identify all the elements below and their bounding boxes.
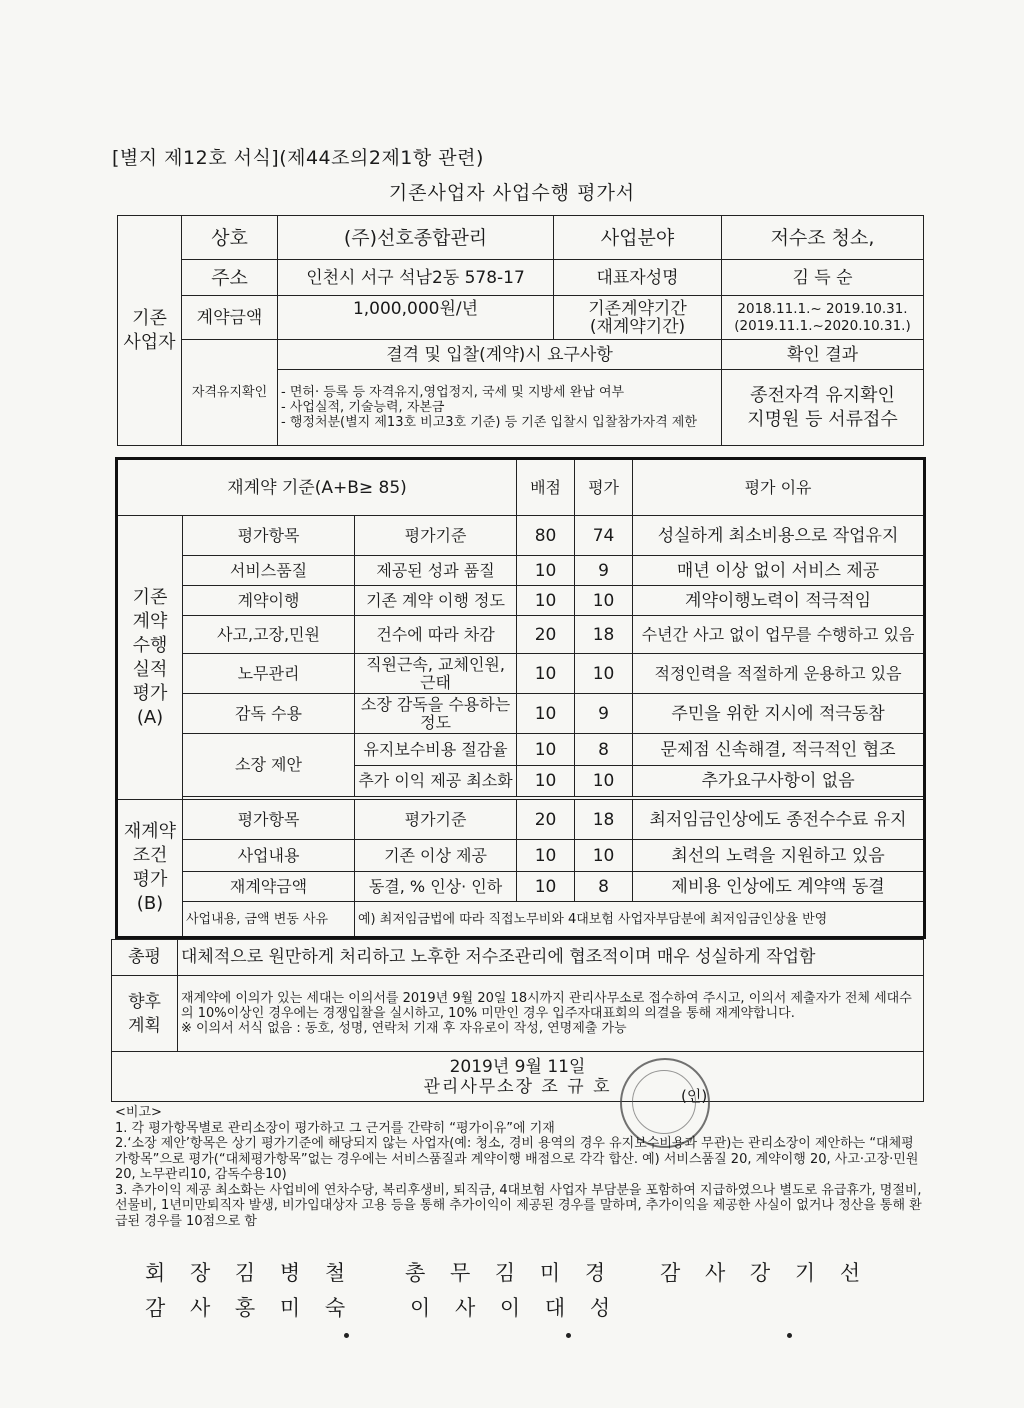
- table-row-points: 10: [517, 586, 575, 616]
- table-row-points: 10: [517, 694, 575, 734]
- table-row-reason: 추가요구사항이 없음: [633, 766, 925, 797]
- form-reference: [별지 제12호 서식](제44조의2제1항 관련): [112, 147, 484, 169]
- plan-label: 향후 계획: [112, 976, 178, 1052]
- company-section-label: 기존 사업자: [118, 216, 182, 446]
- amount-label: 계약금액: [182, 296, 278, 340]
- criteria-header: 재계약 기준(A+B≥ 85): [117, 459, 517, 516]
- overall-label: 총평: [112, 940, 178, 976]
- table-row-criterion: 기존 계약 이행 정도: [355, 586, 517, 616]
- table-row-reason: 주민을 위한 지시에 적극동참: [633, 694, 925, 734]
- table-row-criterion: 건수에 따라 차감: [355, 616, 517, 654]
- table-row-score: 10: [575, 654, 633, 694]
- rep-value: 김 득 순: [722, 260, 924, 296]
- table-row-item: 노무관리: [183, 654, 355, 694]
- table-row-reason: 수년간 사고 없이 업무를 수행하고 있음: [633, 616, 925, 654]
- table-row-score: 9: [575, 556, 633, 586]
- table-row-score: 10: [575, 586, 633, 616]
- section-a-label: 기존 계약 수행 실적 평가 (A): [117, 516, 183, 800]
- score-header: 평가: [575, 459, 633, 516]
- table-row-points: 20: [517, 616, 575, 654]
- note-item: 3. 추가이익 제공 최소화는 사업비에 연차수당, 복리후생비, 퇴직금, 4대보험 사업자 부담분을 포함하여 지급하였으나 별도로 유급휴가, 명절비, 선물비, 1년미만퇴직자 발생, 비가입대상자 고용 등을 통해 추가이익이 제공된 경우를 말하며, 추가이익을 제공한 사실이 없거나 정산을 통해 환급된 경우를 10점으로 함: [115, 1182, 922, 1229]
- name-label: 상호: [182, 216, 278, 260]
- table-row-criterion: 직원근속, 교체인원, 근태: [355, 654, 517, 694]
- summary-table: [111, 939, 924, 1102]
- table-row-item: 재계약금액: [183, 872, 355, 902]
- table-row-points: 10: [517, 872, 575, 902]
- table-row-points: 10: [517, 840, 575, 872]
- result-header: 확인 결과: [722, 340, 924, 370]
- table-row-points: 10: [517, 654, 575, 694]
- document-title: 기존사업자 사업수행 평가서: [388, 182, 636, 204]
- table-row-points: 10: [517, 734, 575, 766]
- table-row-reason: 문제점 신속해결, 적극적인 협조: [633, 734, 925, 766]
- table-row-item: 사업내용: [183, 840, 355, 872]
- table-row-points: 10: [517, 556, 575, 586]
- b-summary-criterion: 평가기준: [355, 800, 517, 840]
- speck: [566, 1333, 571, 1338]
- period-label: 기존계약기간 (재계약기간): [554, 296, 722, 340]
- notes-title: <비고>: [115, 1105, 162, 1120]
- section-b-label: 재계약 조건 평가 (B): [117, 800, 183, 938]
- table-row-score: 9: [575, 694, 633, 734]
- signature-auditor2: 감 사 홍 미 숙: [145, 1296, 355, 1320]
- table-row-criterion: 제공된 성과 품질: [355, 556, 517, 586]
- qual-label: 자격유지확인: [182, 340, 278, 446]
- proposal-item: 소장 제안: [183, 734, 355, 797]
- table-row-reason: 제비용 인상에도 계약액 동결: [633, 872, 925, 902]
- note-item: 1. 각 평가항목별로 관리소장이 평가하고 그 근거를 간략히 “평가이유”에 기재: [115, 1120, 555, 1136]
- table-row-score: 18: [575, 616, 633, 654]
- signature-date: 2019년 9월 11일: [449, 1056, 586, 1077]
- table-row-item: 감독 수용: [183, 694, 355, 734]
- evaluation-table: [115, 457, 926, 939]
- points-header: 배점: [517, 459, 575, 516]
- signature-chairman: 회 장 김 병 철: [145, 1261, 355, 1285]
- overall-value: 대체적으로 원만하게 처리하고 노후한 저수조관리에 협조적이며 매우 성실하게 작업함: [178, 940, 924, 976]
- notes-block: [115, 1105, 925, 1229]
- table-row-score: 10: [575, 766, 633, 797]
- a-summary-item: 평가항목: [183, 516, 355, 556]
- b-summary-reason: 최저임금인상에도 종전수수료 유지: [633, 800, 925, 840]
- table-row-item: 서비스품질: [183, 556, 355, 586]
- table-row-reason: 최선의 노력을 지원하고 있음: [633, 840, 925, 872]
- table-row-criterion: 유지보수비용 절감율: [355, 734, 517, 766]
- table-row-score: 10: [575, 840, 633, 872]
- table-row-criterion: 동결, % 인상· 인하: [355, 872, 517, 902]
- signature-director: 이 사 이 대 성: [410, 1296, 620, 1320]
- b-summary-item: 평가항목: [183, 800, 355, 840]
- b-summary-score: 18: [575, 800, 633, 840]
- a-summary-score: 74: [575, 516, 633, 556]
- table-row-reason: 매년 이상 없이 서비스 제공: [633, 556, 925, 586]
- signature-auditor1: 감 사 강 기 선: [660, 1261, 870, 1285]
- a-summary-points: 80: [517, 516, 575, 556]
- a-summary-criterion: 평가기준: [355, 516, 517, 556]
- signature-signer: 관리사무소장 조 규 호: [423, 1076, 612, 1097]
- note-item: 2.‘소장 제안’항목은 상기 평가기준에 해당되지 않는 사업자(예: 청소, 경비 용역의 경우 유지보수비용과 무관)는 관리소장이 제안하는 “대체평가항목”으로 평가(“대체평가항목”없는 경우에는 서비스품질과 계약이행 배점으로 각각 합산. 예) 서비스품질 20, 계약이행 20, 사고·고장·민원 20, 노무관리10, 감독수용10): [115, 1136, 919, 1182]
- table-row-item: 사고,고장,민원: [183, 616, 355, 654]
- table-row-criterion: 추가 이익 제공 최소화: [355, 766, 517, 797]
- table-row-item: 계약이행: [183, 586, 355, 616]
- result-value: 종전자격 유지확인 지명원 등 서류접수: [722, 370, 924, 446]
- table-row-reason: 계약이행노력이 적극적임: [633, 586, 925, 616]
- rep-label: 대표자성명: [554, 260, 722, 296]
- plan-text: 재계약에 이의가 있는 세대는 이의서를 2019년 9월 20일 18시까지 관리사무소로 접수하여 주시고, 이의서 제출자가 전체 세대수의 10%이상인 경우에는 경쟁입찰을 실시하고, 10% 미만인 경우 입주자대표회의 의결을 통해 재계약합니다. ※ 이의서 서식 없음 : 동호, 성명, 연락처 기재 후 자유로이 작성, 연명제출 가능: [178, 976, 924, 1052]
- table-row-criterion: 기존 이상 제공: [355, 840, 517, 872]
- reason-header: 평가 이유: [633, 459, 925, 516]
- amount-value: 1,000,000원/년: [278, 296, 554, 340]
- table-row-points: 10: [517, 766, 575, 797]
- table-row-score: 8: [575, 872, 633, 902]
- address-label: 주소: [182, 260, 278, 296]
- table-row-reason: 적정인력을 적절하게 운용하고 있음: [633, 654, 925, 694]
- table-row-score: 8: [575, 734, 633, 766]
- req-header: 결격 및 입찰(계약)시 요구사항: [278, 340, 722, 370]
- b-note-left: 사업내용, 금액 변동 사유: [183, 902, 355, 938]
- b-note-right: 예) 최저임금법에 따라 직접노무비와 4대보험 사업자부담분에 최저임금인상율 반영: [355, 902, 925, 938]
- company-info-table: [117, 215, 924, 446]
- speck: [344, 1333, 349, 1338]
- field-value: 저수조 청소,: [722, 216, 924, 260]
- a-summary-reason: 성실하게 최소비용으로 작업유지: [633, 516, 925, 556]
- period-value: 2018.11.1.~ 2019.10.31. (2019.11.1.~2020.10.31.): [722, 296, 924, 340]
- seal-mark: (인): [681, 1087, 708, 1105]
- address-value: 인천시 서구 석남2동 578-17: [278, 260, 554, 296]
- signature-block: [112, 1052, 924, 1102]
- b-summary-points: 20: [517, 800, 575, 840]
- requirements-list: - 면허· 등록 등 자격유지,영업정지, 국세 및 지방세 완납 여부 - 사업실적, 기술능력, 자본금 - 행정처분(별지 제13호 비고3호 기준) 등 기존 입찰시 입찰참가자격 제한: [278, 370, 722, 446]
- company-name: (주)선호종합관리: [278, 216, 554, 260]
- signature-general: 총 무 김 미 경: [405, 1261, 615, 1285]
- field-label: 사업분야: [554, 216, 722, 260]
- speck: [787, 1333, 792, 1338]
- table-row-criterion: 소장 감독을 수용하는 정도: [355, 694, 517, 734]
